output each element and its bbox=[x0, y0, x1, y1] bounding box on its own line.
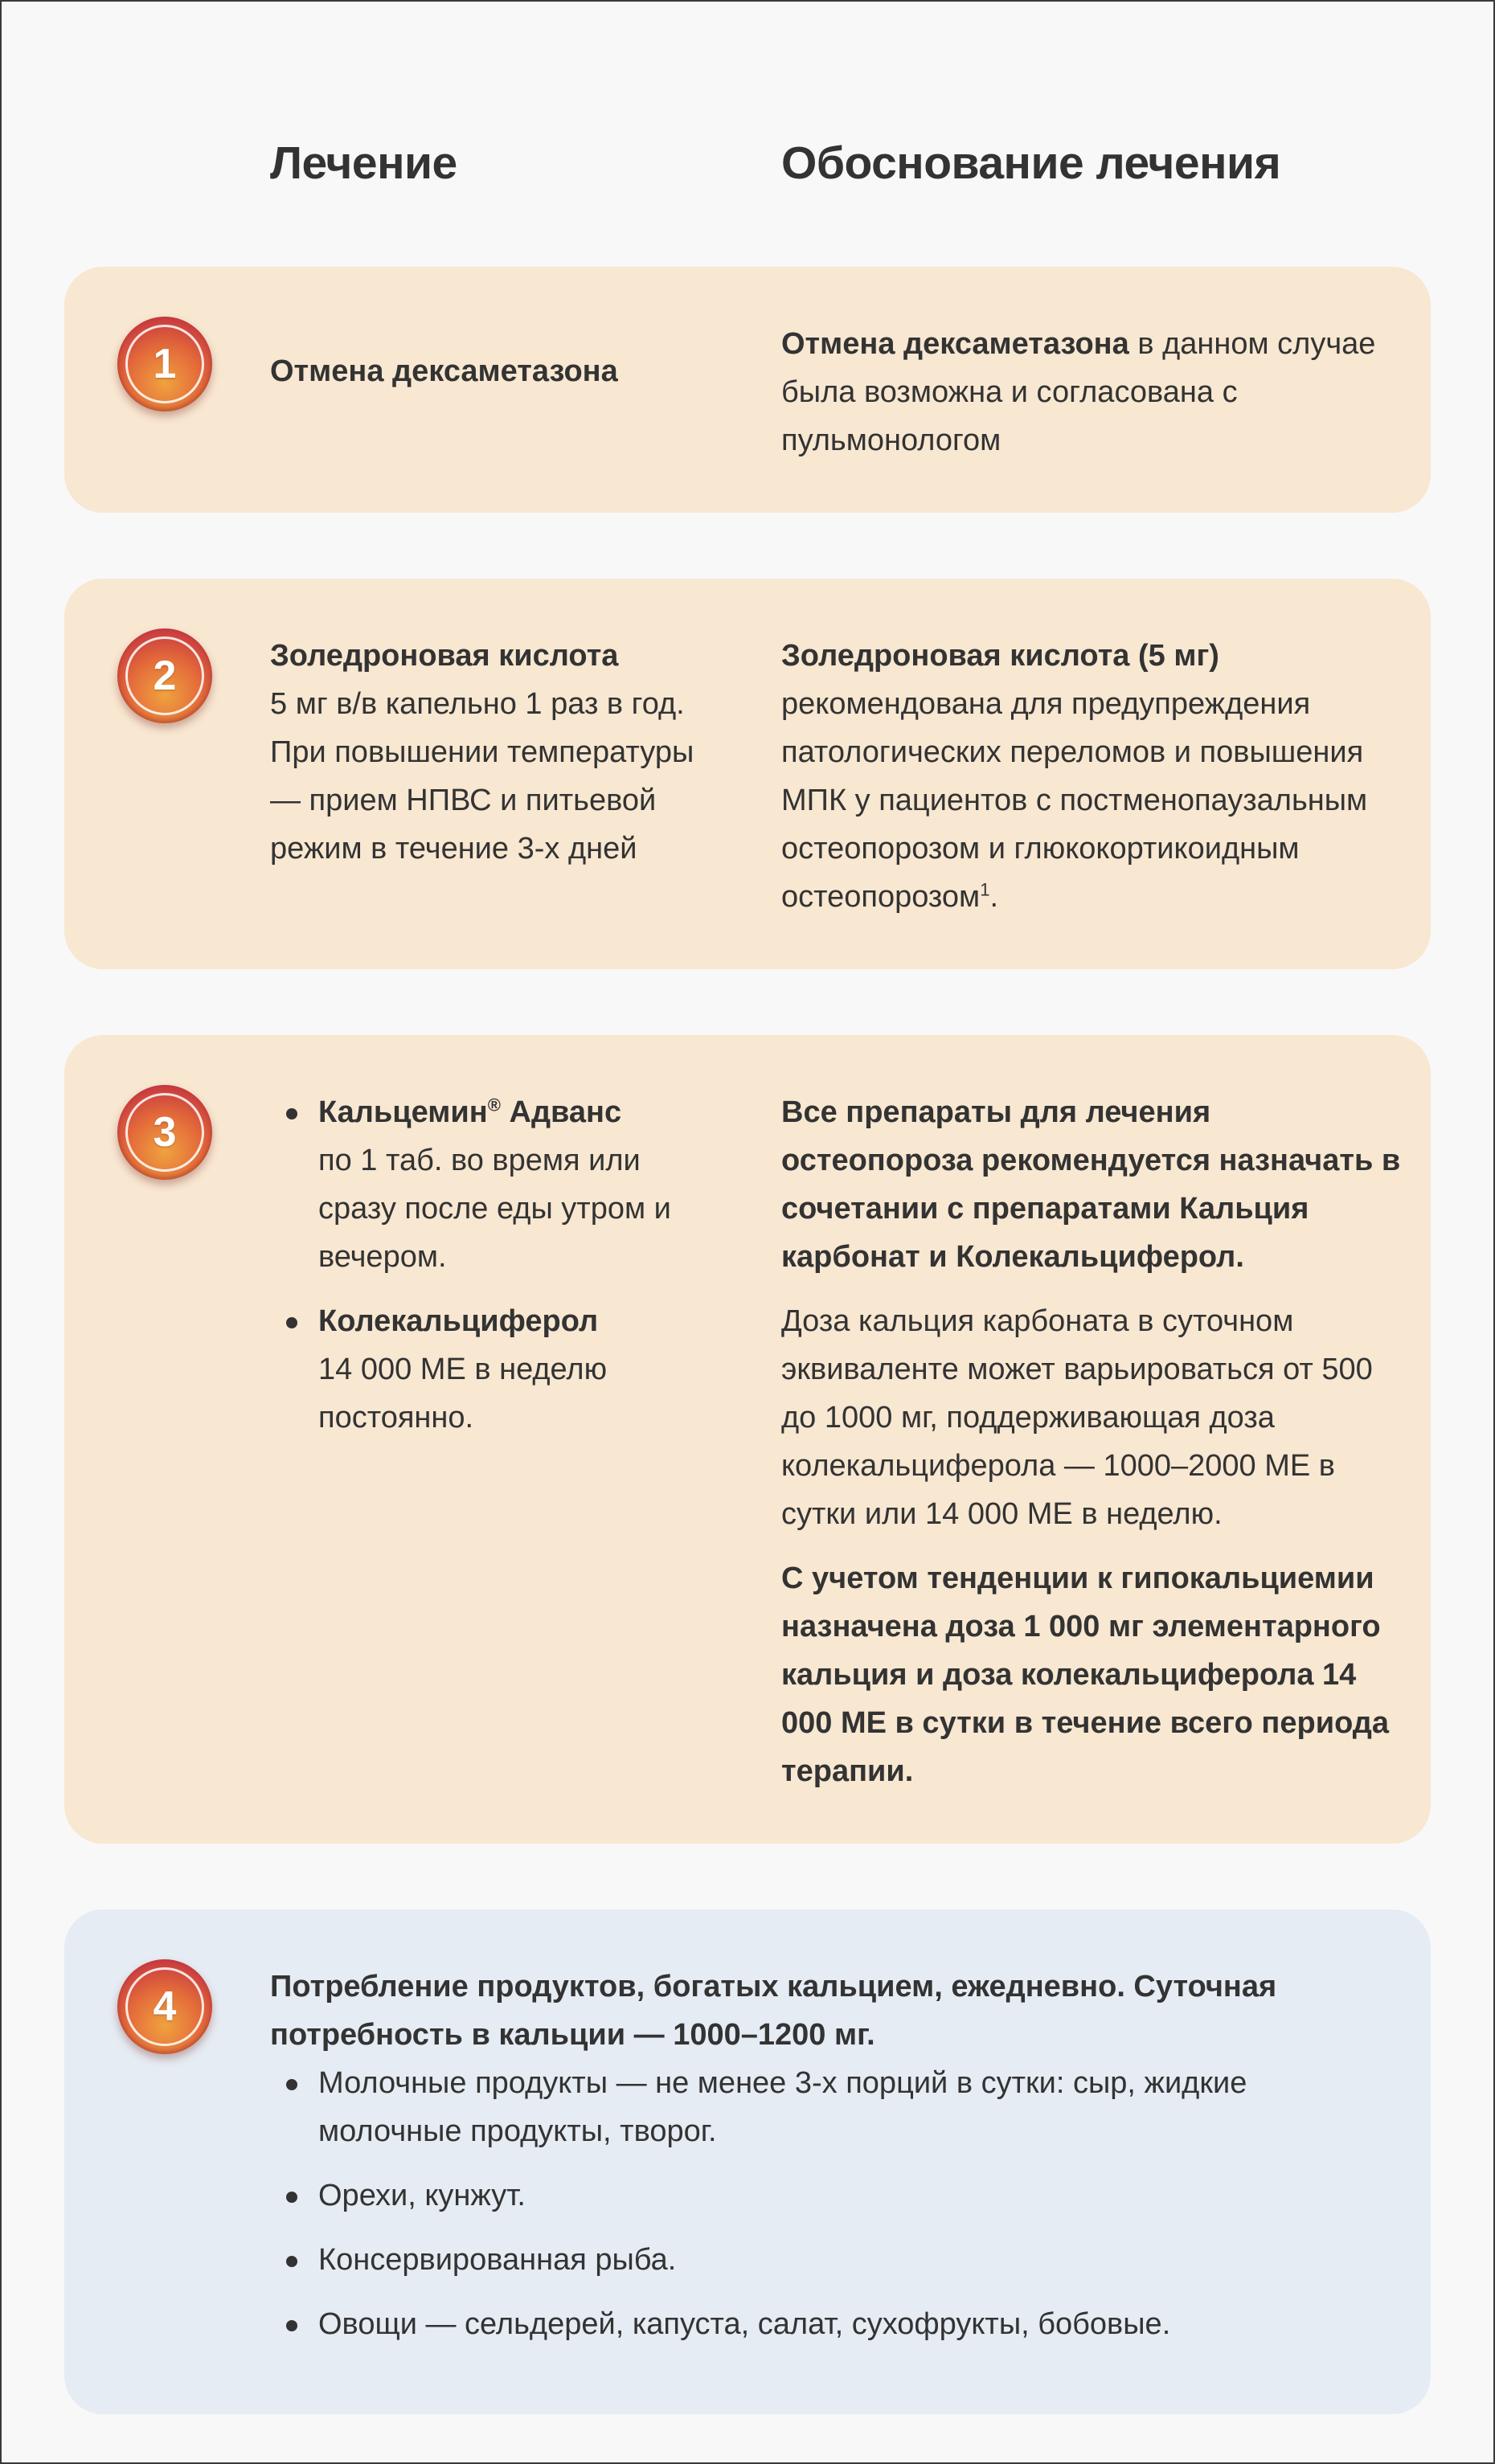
list-item: Овощи — сельдерей, капуста, салат, сухофрукты, бобовые. bbox=[270, 2300, 1315, 2348]
treatment-details: 5 мг в/в капельно 1 раз в год. При повышении температуры — прием НПВС и питьевой режим в течение 3-х дней bbox=[270, 687, 694, 866]
rationale-paragraph: Все препараты для лечения остеопороза рекомендуется назначать в сочетании с препаратами Кальция карбонат и Колекальциферол. bbox=[781, 1095, 1401, 1274]
treatment-title: Отмена дексаметазона bbox=[270, 354, 618, 388]
step-number-badge: 1 bbox=[117, 317, 212, 411]
treatment-card-2 bbox=[64, 579, 1431, 969]
step-number-badge: 3 bbox=[117, 1085, 212, 1180]
list-item: Колекальциферол 14 000 МЕ в неделю постоянно. bbox=[270, 1297, 720, 1442]
list-item: Кальцемин® Адванс по 1 таб. во время или сразу после еды утром и вечером. bbox=[270, 1088, 720, 1281]
diet-recommendation bbox=[270, 1963, 1315, 2348]
treatment-text bbox=[302, 1088, 720, 1442]
treatment-card-4 bbox=[64, 1909, 1431, 2414]
rationale-paragraph: Доза кальция карбоната в суточном эквиваленте может варьироваться от 500 до 1000 мг, поддерживающая доза колекальциферола — 1000–2000 МЕ в сутки или 14 000 МЕ в неделю. bbox=[781, 1304, 1373, 1531]
rationale-paragraph: С учетом тенденции к гипокальциемии назначена доза 1 000 мг элементарного кальция и доза колекальциферола 14 000 МЕ в сутки в течение всего периода терапии. bbox=[781, 1561, 1390, 1788]
column-header-treatment: Лечение bbox=[270, 137, 457, 189]
diet-title: Потребление продуктов, богатых кальцием, ежедневно. Суточная потребность в кальции — 1000–1200 мг. bbox=[270, 1970, 1277, 2052]
treatment-card-1 bbox=[64, 267, 1431, 513]
step-number-badge: 2 bbox=[117, 628, 212, 723]
rationale-text bbox=[781, 1088, 1408, 1795]
treatment-card-3 bbox=[64, 1035, 1431, 1844]
step-number-badge: 4 bbox=[117, 1959, 212, 2054]
medication-list bbox=[270, 1088, 720, 1442]
treatment-title: Золедроновая кислота bbox=[270, 639, 619, 673]
column-header-rationale: Обоснование лечения bbox=[781, 137, 1281, 189]
rationale-text: Отмена дексаметазона в данном случае была возможна и согласована с пульмонологом bbox=[781, 327, 1376, 457]
treatment-text bbox=[270, 632, 720, 873]
list-item: Молочные продукты — не менее 3-х порций в сутки: сыр, жидкие молочные продукты, творог. bbox=[270, 2059, 1315, 2155]
treatment-text bbox=[270, 347, 720, 395]
list-item: Орехи, кунжут. bbox=[270, 2171, 1315, 2220]
food-list bbox=[270, 2059, 1315, 2348]
rationale-text: Золедроновая кислота (5 мг) рекомендована для предупреждения патологических переломов и повышения МПК у пациентов с постменопаузальным остеопорозом и глюкокортикоидным остеопорозом$^1$. bbox=[781, 639, 1368, 914]
list-item: Консервированная рыба. bbox=[270, 2236, 1315, 2284]
